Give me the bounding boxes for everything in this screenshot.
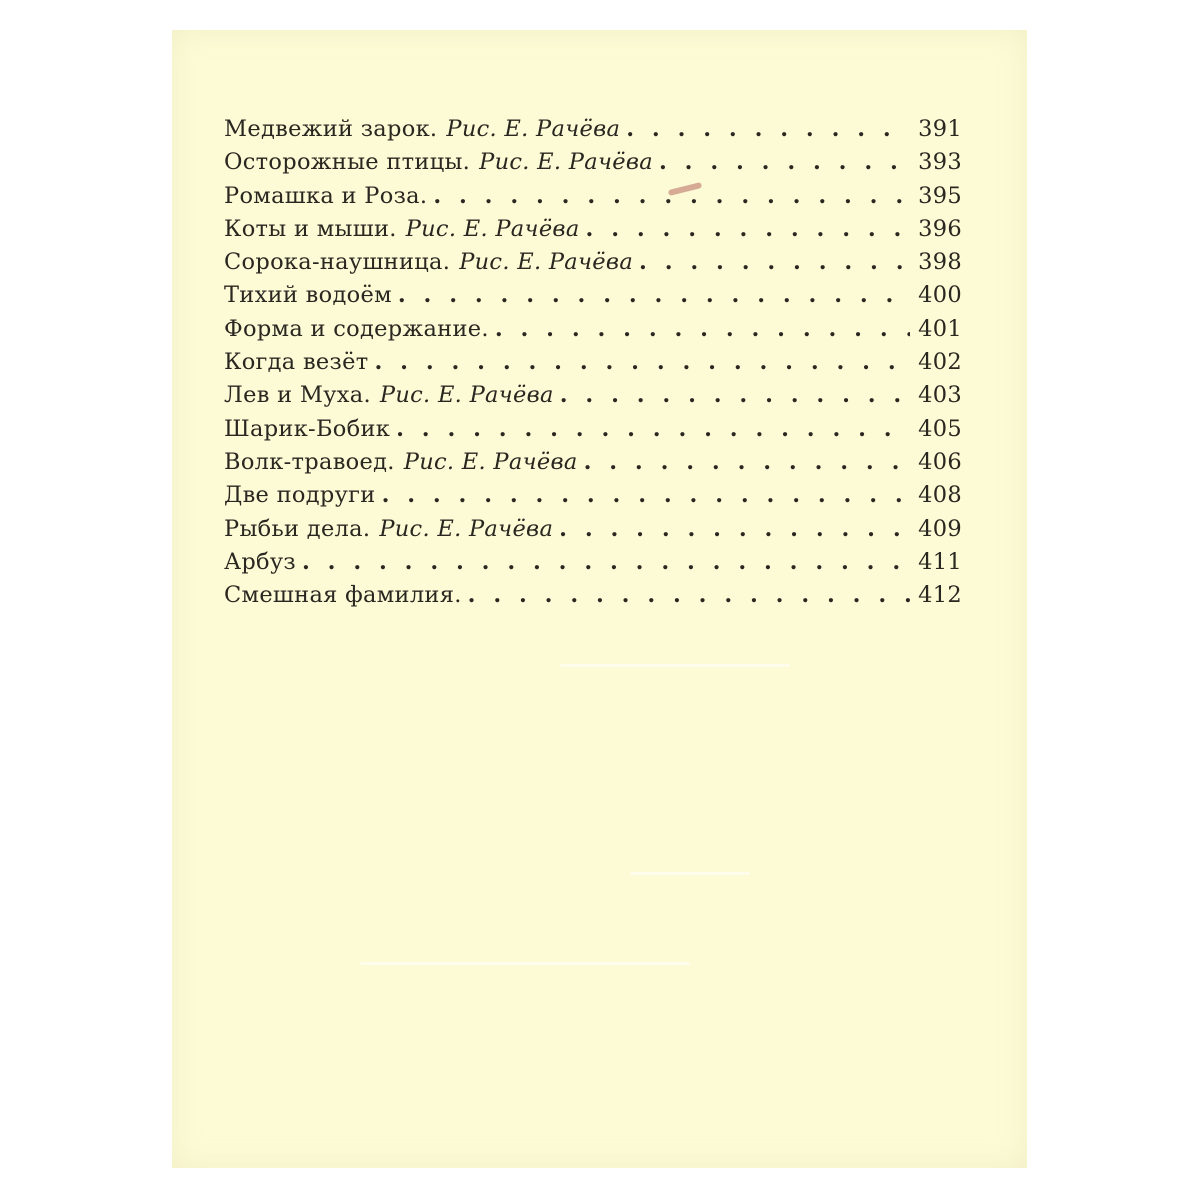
- paper-streak: [360, 962, 690, 965]
- dot-leader: [626, 113, 910, 146]
- toc-entry-title: Коты и мыши.: [224, 215, 397, 242]
- toc-entry-title: Лев и Муха.: [224, 382, 371, 409]
- toc-entry[interactable]: [224, 213, 962, 246]
- toc-entry-page: 393: [918, 149, 962, 176]
- toc-entry-illustrator: Рис. Е. Рачёва: [379, 515, 554, 542]
- dot-leader: [433, 180, 910, 213]
- toc-entry[interactable]: [224, 579, 962, 612]
- toc-entry-title: Шарик-Бобик: [224, 415, 391, 442]
- toc-entry-title: Осторожные птицы.: [224, 149, 471, 176]
- toc-entry-title: Волк-травоед.: [224, 448, 395, 475]
- toc-entry-title: Ромашка и Роза.: [224, 182, 428, 209]
- toc-entry[interactable]: [224, 313, 962, 346]
- toc-entry-page: 412: [918, 582, 962, 609]
- toc-entry[interactable]: [224, 513, 962, 546]
- toc-entry-title: Рыбьи дела.: [224, 515, 371, 542]
- dot-leader: [639, 246, 910, 279]
- toc-entry-illustrator: Рис. Е. Рачёва: [479, 149, 653, 176]
- toc-entry[interactable]: [224, 113, 962, 146]
- dot-leader: [382, 479, 910, 512]
- dot-leader: [584, 446, 910, 479]
- toc-entry-illustrator: Рис. Е. Рачёва: [405, 215, 580, 242]
- toc-entry-illustrator: Рис. Е. Рачёва: [403, 448, 578, 475]
- toc-entry-page: 403: [918, 382, 962, 409]
- toc-entry-illustrator: Рис. Е. Рачёва: [459, 249, 634, 276]
- dot-leader: [495, 313, 910, 346]
- toc-entry-page: 396: [918, 215, 962, 242]
- toc-entry-title: Форма и содержание.: [224, 315, 489, 342]
- toc-entry-title: Медвежий зарок.: [224, 116, 438, 142]
- toc-entry-title: Арбуз: [224, 548, 296, 575]
- toc-entry-page: 391: [918, 116, 962, 142]
- dot-leader: [468, 579, 910, 612]
- toc-entry[interactable]: [224, 446, 962, 479]
- dot-leader: [586, 213, 910, 246]
- toc-entry-illustrator: Рис. Е. Рачёва: [379, 382, 554, 409]
- toc-entry[interactable]: [224, 279, 962, 312]
- dot-leader: [560, 379, 910, 412]
- toc-entry-illustrator: Рис. Е. Рачёва: [446, 116, 621, 142]
- dot-leader: [396, 413, 910, 446]
- toc-entry-page: 406: [918, 448, 962, 475]
- toc-entry-page: 398: [918, 249, 962, 276]
- toc-entry-page: 395: [918, 182, 962, 209]
- toc-entry[interactable]: [224, 246, 962, 279]
- toc-entry-title: Две подруги: [224, 482, 376, 509]
- toc-entry-page: 402: [918, 349, 962, 376]
- dot-leader: [302, 546, 910, 579]
- table-of-contents: [224, 113, 962, 612]
- dot-leader: [559, 513, 910, 546]
- dot-leader: [398, 279, 910, 312]
- toc-entry[interactable]: [224, 379, 962, 412]
- toc-entry-title: Тихий водоём: [224, 282, 392, 309]
- dot-leader: [375, 346, 911, 379]
- toc-entry-page: 405: [918, 415, 962, 442]
- toc-entry-page: 408: [918, 482, 962, 509]
- toc-entry-title: Когда везёт: [224, 349, 369, 376]
- toc-entry[interactable]: [224, 346, 962, 379]
- dot-leader: [659, 146, 910, 179]
- toc-entry-title: Смешная фамилия.: [224, 582, 462, 609]
- toc-entry[interactable]: [224, 413, 962, 446]
- toc-entry-page: 400: [918, 282, 962, 309]
- paper-streak: [630, 872, 750, 875]
- toc-entry-page: 409: [918, 515, 962, 542]
- paper-streak: [560, 664, 790, 667]
- toc-entry[interactable]: [224, 180, 962, 213]
- toc-entry[interactable]: [224, 479, 962, 512]
- toc-entry[interactable]: [224, 146, 962, 179]
- toc-entry-page: 401: [918, 315, 962, 342]
- toc-entry-title: Сорока-наушница.: [224, 249, 451, 276]
- toc-entry-page: 411: [918, 548, 962, 575]
- toc-entry[interactable]: [224, 546, 962, 579]
